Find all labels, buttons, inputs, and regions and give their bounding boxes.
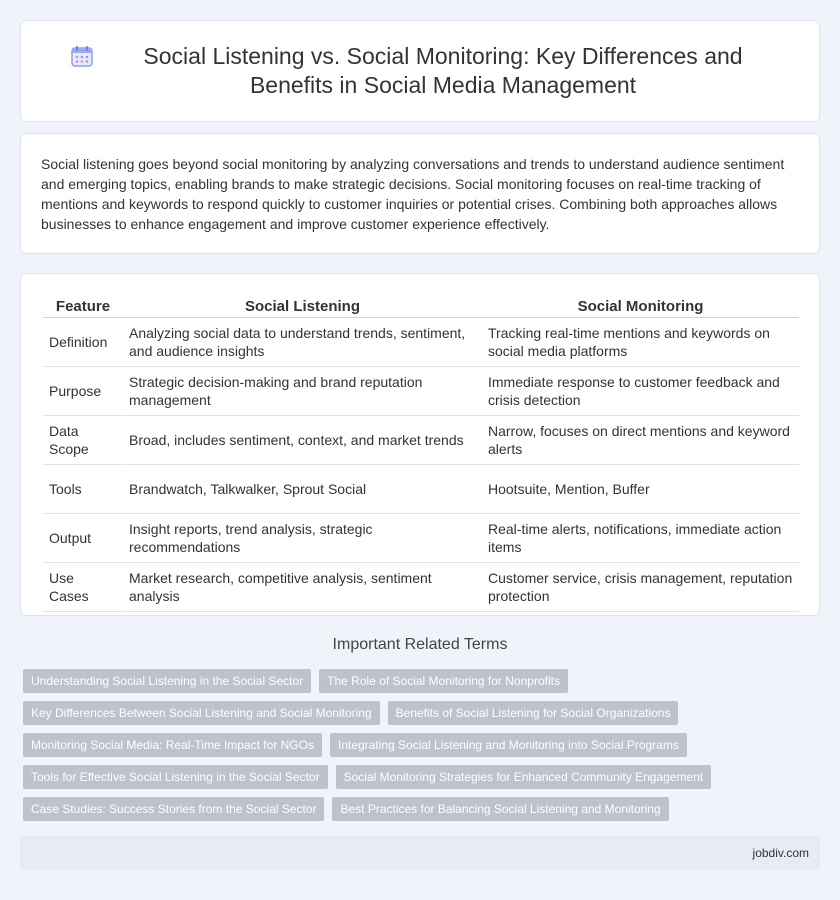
related-term-link[interactable]: Key Differences Between Social Listening and Social Monitoring xyxy=(23,701,380,725)
related-term-link[interactable]: Case Studies: Success Stories from the Social Sector xyxy=(23,797,324,821)
tag-row xyxy=(23,765,813,789)
table-row xyxy=(43,367,799,416)
row-feature: Data Scope xyxy=(43,416,123,465)
row-listening: Strategic decision-making and brand reputation management xyxy=(123,367,482,416)
title-wrap xyxy=(70,42,770,100)
title-card xyxy=(20,20,820,122)
row-monitoring: Customer service, crisis management, reputation protection xyxy=(482,563,799,612)
footer-site-link[interactable]: jobdiv.com xyxy=(752,846,809,860)
header-social-monitoring: Social Monitoring xyxy=(482,294,799,318)
row-listening: Broad, includes sentiment, context, and market trends xyxy=(123,416,482,465)
table-row xyxy=(43,318,799,367)
tag-row xyxy=(23,669,813,693)
row-listening: Brandwatch, Talkwalker, Sprout Social xyxy=(123,465,482,514)
row-listening: Market research, competitive analysis, sentiment analysis xyxy=(123,563,482,612)
row-monitoring: Tracking real-time mentions and keywords on social media platforms xyxy=(482,318,799,367)
page-title: Social Listening vs. Social Monitoring: Key Differences and Benefits in Social Media Management xyxy=(143,43,743,98)
row-monitoring: Narrow, focuses on direct mentions and keyword alerts xyxy=(482,416,799,465)
related-term-link[interactable]: Benefits of Social Listening for Social Organizations xyxy=(388,701,679,725)
table-row xyxy=(43,416,799,465)
row-feature: Output xyxy=(43,514,123,563)
related-term-link[interactable]: Best Practices for Balancing Social Listening and Monitoring xyxy=(332,797,668,821)
row-listening: Analyzing social data to understand trends, sentiment, and audience insights xyxy=(123,318,482,367)
header-social-listening: Social Listening xyxy=(123,294,482,318)
table-row xyxy=(43,563,799,612)
tag-row xyxy=(23,701,813,725)
row-listening: Insight reports, trend analysis, strategic recommendations xyxy=(123,514,482,563)
calendar-icon xyxy=(70,44,94,68)
related-term-link[interactable]: Tools for Effective Social Listening in the Social Sector xyxy=(23,765,328,789)
row-monitoring: Hootsuite, Mention, Buffer xyxy=(482,465,799,514)
tag-row xyxy=(23,797,813,821)
related-term-link[interactable]: Understanding Social Listening in the Social Sector xyxy=(23,669,311,693)
related-term-link[interactable]: The Role of Social Monitoring for Nonprofits xyxy=(319,669,568,693)
intro-paragraph: Social listening goes beyond social monitoring by analyzing conversations and trends to understand audience sentiment and emerging topics, enabling brands to make strategic decisions. Social monitoring focuses on real-time tracking of mentions and keywords to respond quickly to customer inquiries or potential crises. Combining both approaches allows businesses to enhance engagement and improve customer experience effectively. xyxy=(41,156,785,232)
related-term-link[interactable]: Integrating Social Listening and Monitoring into Social Programs xyxy=(330,733,687,757)
related-terms-title: Important Related Terms xyxy=(332,636,508,653)
row-feature: Use Cases xyxy=(43,563,123,612)
table-row xyxy=(43,514,799,563)
related-term-link[interactable]: Monitoring Social Media: Real-Time Impact for NGOs xyxy=(23,733,322,757)
table-row xyxy=(43,465,799,514)
related-terms-list xyxy=(23,669,813,829)
row-feature: Tools xyxy=(43,465,123,514)
row-feature: Purpose xyxy=(43,367,123,416)
header-feature: Feature xyxy=(43,294,123,318)
row-feature: Definition xyxy=(43,318,123,367)
footer xyxy=(20,836,820,870)
tag-row xyxy=(23,733,813,757)
row-monitoring: Real-time alerts, notifications, immediate action items xyxy=(482,514,799,563)
table-header-row xyxy=(43,294,799,318)
related-term-link[interactable]: Social Monitoring Strategies for Enhanced Community Engagement xyxy=(336,765,712,789)
comparison-card xyxy=(20,273,820,616)
comparison-table xyxy=(43,294,799,612)
row-monitoring: Immediate response to customer feedback and crisis detection xyxy=(482,367,799,416)
intro-card xyxy=(20,133,820,254)
